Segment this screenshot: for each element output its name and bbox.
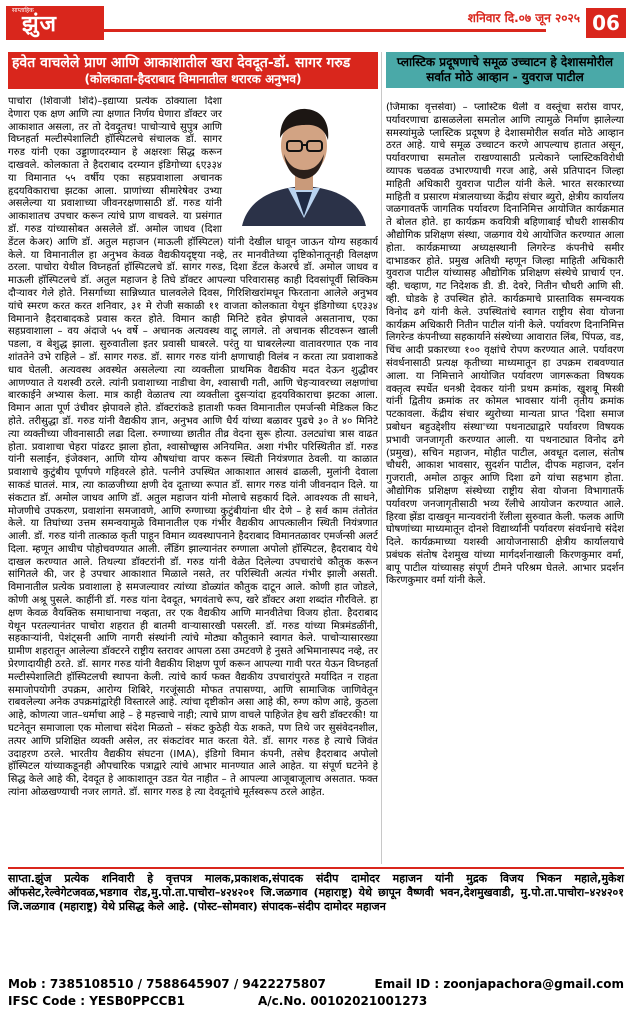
- right-article-header: [386, 52, 624, 88]
- brand-logo: [6, 6, 104, 40]
- portrait-photo: [232, 96, 376, 226]
- brand-name: झुंज: [22, 12, 57, 37]
- right-article-body: [386, 102, 624, 864]
- imprint-footer: [8, 867, 624, 1019]
- column-divider: [381, 52, 382, 864]
- imprint-text: साप्ता.झुंज प्रत्येक शनिवारी हे वृत्तपत्र मालक,प्रकाशक,संपादक संदीप दामोदर महाजन यांनी मुद्रक विजय भिकन महाले,मुकेश ऑफसेट,रेल्वेगेटजवळ,भडगाव रोड,मु.पो.ता.पाचोरा–४२४२०१ जि.जळगाव (महाराष्ट्र) येथे छापून वैष्णवी भवन,देशमुखवाडी, मु.पो.ता.पाचोरा–४२४२०१ जि.जळगाव (महाराष्ट्र) येथे प्रसिद्ध केले आहे. (पोस्ट–सोमवार) संपादक–संदीप दामोदर महाजन: [8, 872, 624, 913]
- left-headline: हवेत वाचलेले प्राण आणि आकाशातील खरा देवदूत-डॉ. सागर गरुड: [12, 55, 351, 71]
- right-article-text: (जिमाका वृत्तसेवा) – प्लास्टिक थैली व वस्तूंचा सर्रास वापर, पर्यावरणाचा ढासळलेला समतोल आणि त्यामुळे निर्माण झालेल्या समस्यांमुळे प्लास्टिक प्रदूषण हे देशासमोरील सर्वात मोठे आव्हान ठरत आहे. याचे समूळ उच्चाटन करणे आपल्याच हातात असून, पर्यावरणाचा समतोल राखण्यासाठी प्रत्येकाने प्लास्टिकविरोधी व्यापक चळवळ उभारण्याची गरज आहे, असे प्रतिपादन जिल्हा माहिती अधिकारी युवराज पाटील यांनी केले. भारत सरकारच्या माहिती व प्रसारण मंत्रालयाच्या केंद्रीय संचार ब्युरो, क्षेत्रीय कार्यालय जळगावतर्फे जागतिक पर्यावरण दिनानिमित्त आयोजित कार्यक्रमात ते बोलत होते. हा कार्यक्रम कवयित्री बहिणाबाई चौधरी शासकीय औद्योगिक प्रशिक्षण संस्था, जळगाव येथे आयोजित करण्यात आला होता. कार्यक्रमाच्या अध्यक्षस्थानी लिगरेन्ड कंपनीचे समीर दाभाडकर होते. प्रमुख अतिथी म्हणून जिल्हा माहिती अधिकारी युवराज पाटील यांच्यासह औद्योगिक प्रशिक्षण संस्थेचे प्राचार्य एन. व्ही. चव्हाण, गट निदेशक डी. डी. देवरे, नितीन चौधरी आणि सी. व्ही. घोडके हे उपस्थित होते. कार्यक्रमाचे प्रास्ताविक समन्वयक विनोद ढगे यांनी केले. उपस्थितांचे स्वागत राष्ट्रीय सेवा योजना कार्यक्रम अधिकारी नितीन पाटील यांनी केले. पर्यावरण दिनानिमित्त लिगरेन्ड कंपनीच्या सहकार्याने संस्थेच्या आवारात लिंब, पिंपळ, वड, चिंच आदी प्रकारच्या १०० वृक्षांचे रोपण करण्यात आले. पर्यावरण संवर्धनासाठी प्रत्यक्ष कृतीच्या माध्यमातून हा उपक्रम राबवण्यात आला. या निमित्ताने आयोजित पर्यावरण जागरूकता विषयक वक्तृत्व स्पर्धेत धनश्री देवकर यांनी प्रथम क्रमांक, खुशबू मिस्त्री यांनी द्वितीय क्रमांक तर कोमल भावसार यांनी तृतीय क्रमांक पटकावला. केंद्रीय संचार ब्युरोच्या मान्यता प्राप्त 'दिशा समाज प्रबोधन बहुउद्देशीय संस्था'च्या पथनाट्याद्वारे पर्यावरण विषयक प्रभावी जनजागृती करण्यात आली. या पथनाट्यात विनोद ढगे (प्रमुख), सचिन महाजन, मोहीत पाटील, अवधूत दलाल, संतोष चौधरी, आकाश भावसार, सुदर्शन पाटील, दीपक महाजन, दर्शन गुजराती, अमोल ठाकूर आणि दिशा ढगे यांचा सहभाग होता. औद्योगिक प्रशिक्षण संस्थेच्या राष्ट्रीय सेवा योजना विभागातर्फे पर्यावरण जनजागृतीसाठी भव्य रॅलीचे आयोजन करण्यात आले. हिरवा झेंडा दाखवून मान्यवरांनी रॅलीला सुरुवात केली. फलक आणि घोषणांच्या माध्यमातून दोनशे विद्यार्थ्यांनी पर्यावरण संवर्धनाचे संदेश दिले. कार्यक्रमाच्या यशस्वी आयोजनासाठी क्षेत्रीय कार्यालयाचे प्रबंधक संतोष देशमुख यांच्या मार्गदर्शनाखाली किरणकुमार वर्मा, बापू पाटील यांच्यासह संपूर्ण टीमने परिश्रम घेतले. आभार प्रदर्शन किरणकुमार वर्मा यांनी केले.: [386, 102, 624, 587]
- brand-tagline: साप्ताहिक: [12, 7, 34, 14]
- left-article-header: [8, 52, 378, 89]
- email-address: Email ID : zoonjapachora@gmail.com: [374, 977, 624, 991]
- ifsc-code: IFSC Code : YESB0PPCCB1: [8, 994, 185, 1008]
- masthead-rule: [104, 29, 546, 32]
- left-subhead: (कोलकाता-हैदराबाद विमानातील थरारक अनुभव): [84, 72, 302, 86]
- page-number: 06: [586, 8, 626, 38]
- portrait-image: [232, 96, 376, 226]
- left-article-text: पाचोरा (शिवाजी शिंदे)–इद्याप्या प्रत्येक ठोक्याला दिशा देणारा एक क्षण आणि त्या क्षणात निर्णय घेणारा डॉक्टर जर आकाशात असला, तर तो देवदूतच! पाचोऱ्याचे सुपुत्र आणि विघ्नहर्ता मल्टीस्पेशालिटी हॉस्पिटलचे संचालक डॉ. सागर गरुड यांनी एका उड्डाणादरम्यान हे अक्षरशः सिद्ध करून दाखवले. कोलकाता ते हैदराबाद दरम्यान इंडिगोच्या ६ए३३४ या विमानात ५५ वर्षीय एका सहप्रवाशाला अचानक हृदयविकाराचा झटका आला. प्राणांच्या सीमारेषेवर उभ्या असलेल्या या प्रवाशाच्या जीवनरक्षणासाठी डॉ. गरुड यांनी आकाशातच उपचार करून त्यांचे प्राण वाचवले. या प्रसंगात डॉ. गरुड यांच्यासोबत असलेले डॉ. अमोल जाधव (दिशा डेंटल केअर) आणि डॉ. अतुल महाजन (माऊली हॉस्पिटल) यांनी देखील धावून जाऊन योग्य सहकार्य केले. या विमानातील हा अनुभव केवळ वैद्यकीयदृष्ट्या नव्हे, तर मानवीतेच्या दृष्टिकोनातूनही विलक्षण ठरला. पाचोरा येथील विघ्नहर्ता हॉस्पिटलचे डॉ. सागर गरुड, दिशा डेंटल केअरचे डॉ. अमोल जाधव व माऊली हॉस्पिटलचे डॉ. अतुल महाजन हे तिघे डॉक्टर आपल्या परिवारासह काही दिवसांपूर्वी सिक्किम दौऱ्यावर गेले होते. निसर्गाच्या सान्निध्यात घालवलेले दिवस, गिरिशिखरांमधून फिरताना आलेले अनुभव यांचे स्मरण करत करत शनिवार, ३१ मे रोजी सकाळी ११ वाजता कोलकाता येथून इंडिगोच्या ६ए३३४ विमानाने हैदराबादकडे प्रवास करत होते. विमान काही मिनिटे हवेत झेपावले असतानाच, एका सहप्रवाशाला – वय अंदाजे ५५ वर्षे – अचानक अत्यवस्थ वाटू लागले. तो अचानक सीटवरून खाली पडला, व बेशुद्ध झाला. सुरुवातीला इतर प्रवासी घाबरले. परंतु या घाबरलेल्या वातावरणात एक नाव शांततेने उभे राहिले – डॉ. सागर गरुड. डॉ. सागर गरुड यांनी क्षणाचाही विलंब न करता त्या प्रवाशाकडे धाव घेतली. अत्यवस्थ अवस्थेत असलेल्या त्या व्यक्तीला प्राथमिक वैद्यकीय मदत देऊन शुद्धीवर आणण्यात ते यशस्वी ठरले. त्यांनी प्रवाशाच्या नाडीचा वेग, श्वासाची गती, आणि चेहऱ्यावरच्या लक्षणांचा बारकाईने अभ्यास केला. मात्र काही वेळातच त्या व्यक्तीला दुसऱ्यांदा हृदयविकाराचा झटका आला. विमान आता पूर्ण उंचीवर झेपावले होते. डॉक्टरांकडे हाताशी फक्त विमानातील एमर्जन्सी मेडिकल किट होते. तरीसुद्धा डॉ. गरुड यांनी वैद्यकीय ज्ञान, अनुभव आणि धैर्य यांच्या बळावर पुढचे ३० ते ४० मिनिटे त्या व्यक्तीच्या जीवनासाठी लढा दिला. रुग्णाच्या छातीत तीव्र वेदना सुरू होत्या. उलट्यांचा त्रास वाढत होता. प्रवाशाचा चेहरा पांढरट झाला होता, श्वासोच्छ्वास अनियमित. अशा गंभीर परिस्थितीत डॉ. गरुड यांनी सलाईन, इंजेक्शन, आणि योग्य औषधांचा वापर करून स्थिती नियंत्रणात ठेवली. या काळात प्रवाशाचे कुटुंबीय पूर्णपणे गहिवरले होते. पत्नीने उपस्थित आकाशात आसवं ढाळली, मुलांनी देवाला साकडं घातलं. मात्र, त्या काळजीच्या क्षणी देव दूताच्या रूपात डॉ. सागर गरुड यांनी जीवनदान दिले. या संकटात डॉ. अमोल जाधव आणि डॉ. अतुल महाजन यांनी मोलाचे सहकार्य दिले. आवश्यक ती साधने, मोजणीचे उपकरण, प्रवाशांना समजावणे, आणि रुग्णाच्या कुटुंबीयांना धीर देणे – हे सर्व काम तंतोतंत केले. या तिघांच्या उत्तम समन्वयामुळे विमानातील एक गंभीर वैद्यकीय आपत्कालीन स्थिती नियंत्रणात आली. डॉ. गरुड यांनी तात्काळ कृती पाहून विमान व्यवस्थापनाने हैदराबाद विमानतळावर एमर्जन्सी अलर्ट दिला. म्हणून आधीच पोहोचवण्यात आली. लँडिंग झाल्यानंतर रुग्णाला अपोलो हॉस्पिटल, हैदराबाद येथे दाखल करण्यात आले. तिथल्या डॉक्टरांनी डॉ. गरुड यांनी वेळेत दिलेल्या उपचारांचे कौतुक करून सांगितले की, जर हे उपचार आकाशात मिळाले नसते, तर परिस्थिती अत्यंत गंभीर झाली असती. विमानातील प्रत्येक प्रवाशाला हे समजल्यावर त्यांच्या डोळ्यांत कौतुक दाटून आले. कोणी हात जोडले, कोणी अश्रू पुसले. काहींनी डॉ. गरुड यांना देवदूत, भगवंताचे रूप, खरे डॉक्टर अशा शब्दांत गौरविले. हा क्षण केवळ वैयक्तिक समाधानाचा नव्हता, तर एक वैद्यकीय आणि मानवीतेचा विजय होता. हैदराबाद येथून परतल्यानंतर पाचोरा शहरात ही बातमी वाऱ्यासारखी पसरली. डॉ. गरुड यांच्या मित्रमंडळींनी, सहकाऱ्यांनी, पेशंट्सनी आणि नागरी संस्थांनी त्यांचे मोठ्या कौतुकाने स्वागत केले. पाचोऱ्यासारख्या ग्रामीण शहरातून आलेल्या डॉक्टरने राष्ट्रीय स्तरावर आपला ठसा उमटवणे हे नुसते अभिमानास्पद नव्हे, तर प्रेरणादायीही ठरते. डॉ. सागर गरुड यांनी वैद्यकीय शिक्षण पूर्ण करून आपल्या गावी परत येऊन विघ्नहर्ता मल्टीस्पेशालिटी हॉस्पिटलची स्थापना केली. त्यांचे कार्य फक्त वैद्यकीय उपचारांपुरते मर्यादित न राहता समाजोपयोगी उपक्रम, आरोग्य शिबिरे, गरजूंसाठी मोफत तपासण्या, आणि सामाजिक जाणिवेतून राबवलेल्या अनेक उपक्रमांद्वारेही विस्तारले आहे. त्यांचा दृष्टीकोन असा आहे की, रुग्ण कोण आहे, कुठला आहे, कोणत्या जात–धर्माचा आहे – हे महत्त्वाचे नाही; त्याचे प्राण वाचले पाहिजेत हेच खरी डॉक्टरकी! या घटनेतून समाजाला एक मोलाचा संदेश मिळतो – संकट कुठेही येऊ शकते, पण तिथे जर सुसंवेदनशील, तत्पर आणि प्रशिक्षित व्यक्ती असेल, तर संकटांवर मात करता येते. डॉ. सागर गरुड हे त्याचे जिवंत उदाहरण ठरले. भारतीय वैद्यकीय संघटना (IMA), इंडिगो विमान कंपनी, तसेच हैदराबाद अपोलो हॉस्पिटल यांच्याकडूनही औपचारिक पत्राद्वारे त्यांचे आभार मानण्यात आले आहेत. या संपूर्ण घटनेने हे सिद्ध केले आहे की, देवदूत हे आकाशातून उडत येत नाहीत – ते आपल्या आजूबाजूलाच असतात. फक्त त्यांना ओळखण्याची नजर लागते. डॉ. सागर गरुड हे त्या देवदूतांचे मूर्तस्वरूप ठरले आहेत.: [8, 96, 378, 799]
- right-headline: प्लास्टिक प्रदूषणाचे समूळ उच्चाटन हे देशासमोरील सर्वात मोठे आव्हान - युवराज पाटील: [386, 52, 624, 88]
- account-number: A/c.No. 00102021001273: [258, 994, 428, 1008]
- issue-date: शनिवार दि.०७ जून २०२५: [467, 11, 580, 25]
- left-headline-box: [8, 52, 378, 89]
- contact-block: [8, 976, 624, 1010]
- mobile-numbers: Mob : 7385108510 / 7588645907 / 9422275807: [8, 977, 326, 991]
- masthead: [6, 6, 626, 40]
